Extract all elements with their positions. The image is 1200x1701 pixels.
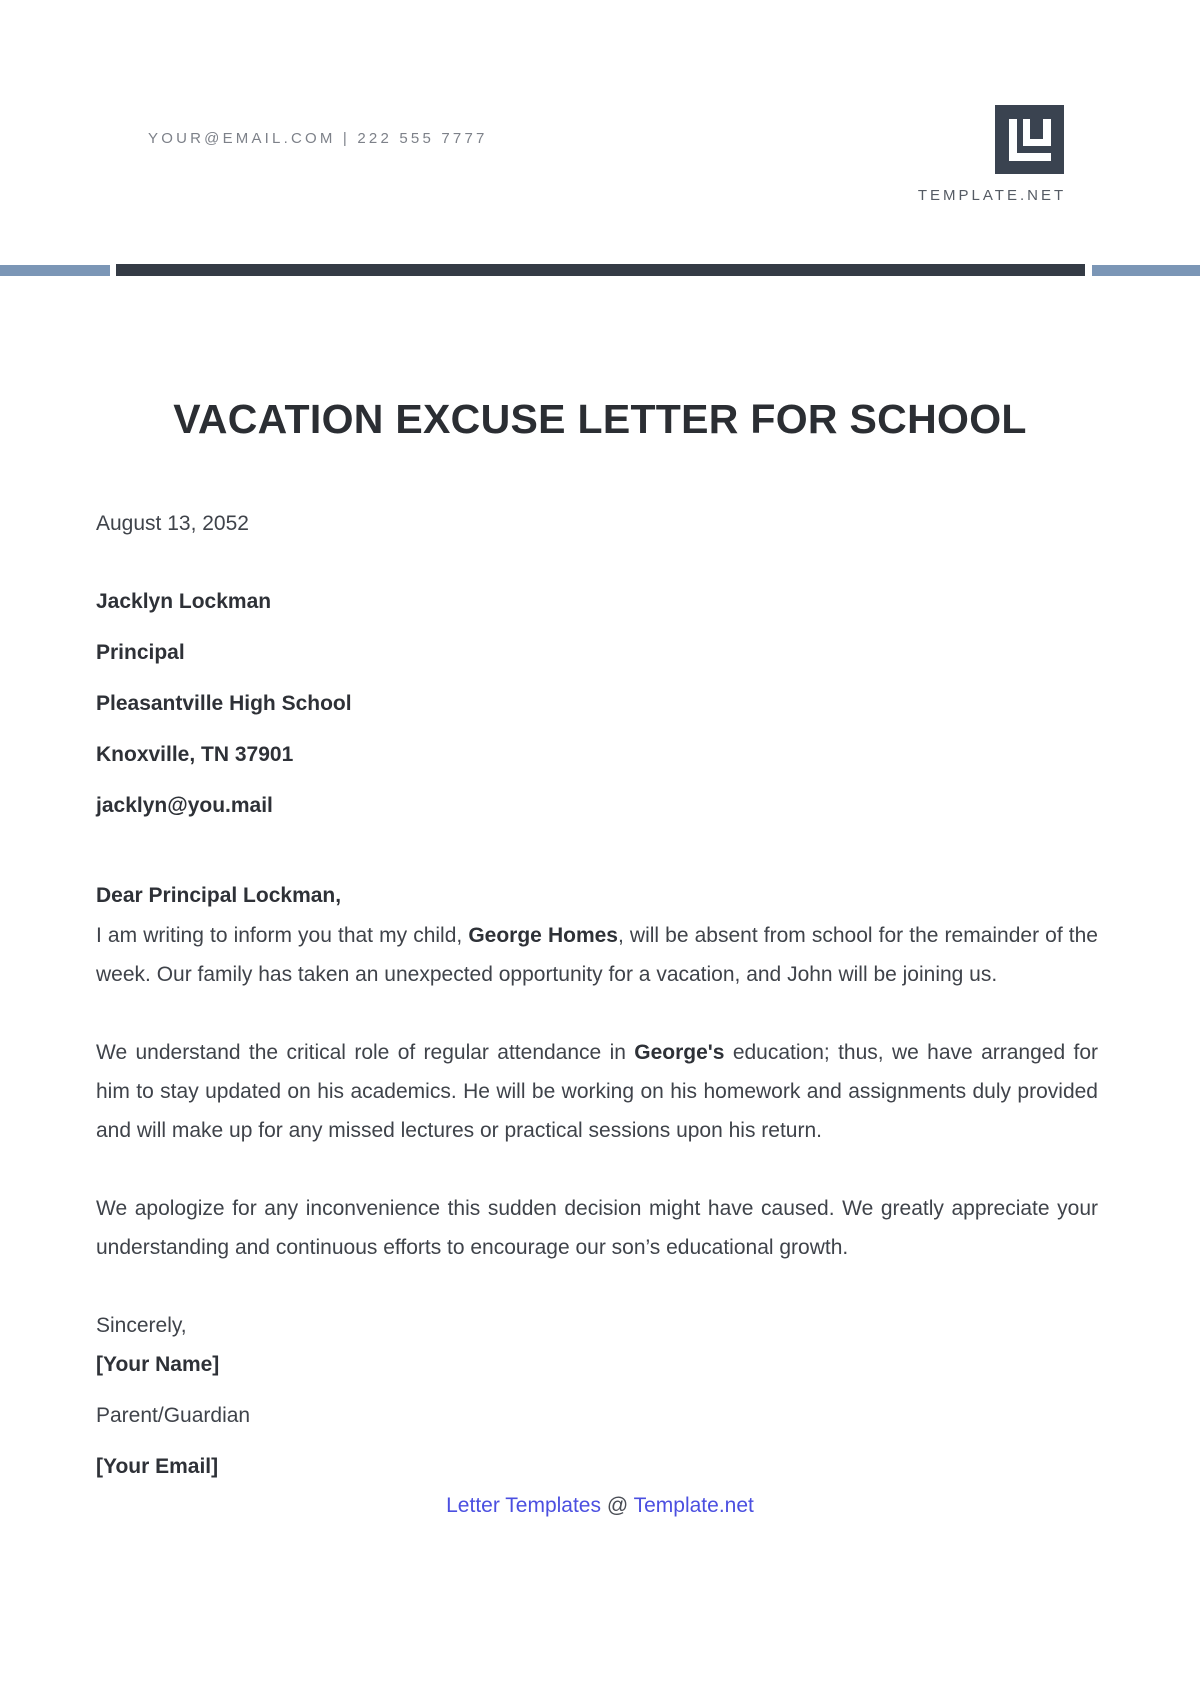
recipient-role: Principal xyxy=(96,641,185,664)
signature-name: [Your Name] xyxy=(96,1353,220,1376)
letter-date: August 13, 2052 xyxy=(96,512,249,535)
p2-text-start: We understand the critical role of regular attendance in xyxy=(96,1041,635,1064)
page-title: VACATION EXCUSE LETTER FOR SCHOOL xyxy=(173,396,1027,442)
signature-email: [Your Email] xyxy=(96,1455,219,1478)
divider-right xyxy=(1092,265,1200,276)
brand-name: TEMPLATE.NET xyxy=(917,187,1067,204)
footer xyxy=(0,1494,1200,1518)
p1-text-start: I am writing to inform you that my child, xyxy=(96,924,469,947)
template-net-logo-icon xyxy=(995,105,1064,174)
letter-templates-link[interactable]: Letter Templates xyxy=(446,1494,601,1517)
template-net-link[interactable]: Template.net xyxy=(633,1494,754,1517)
signature-role: Parent/Guardian xyxy=(96,1404,251,1427)
divider-main xyxy=(116,264,1085,276)
body-paragraph-2 xyxy=(96,1033,1098,1150)
header-contact: YOUR@EMAIL.COM | 222 555 7777 xyxy=(148,130,488,147)
salutation: Dear Principal Lockman, xyxy=(96,884,342,907)
p2-text-end: education; thus, we have arranged for him to stay updated on his academics. He will be working on his homework and assignments duly provided and will make up for any missed lectures or practical sessions upon his return. xyxy=(96,1041,1098,1142)
recipient-address: Knoxville, TN 37901 xyxy=(96,743,294,766)
recipient-email: jacklyn@you.mail xyxy=(96,794,273,817)
child-name-possessive: George's xyxy=(634,1041,725,1064)
child-name: George Homes xyxy=(468,924,618,947)
p1-text-end: , will be absent from school for the remainder of the week. Our family has taken an unexpected opportunity for a vacation, and John will be joining us. xyxy=(96,924,1098,986)
body-paragraph-3: We apologize for any inconvenience this sudden decision might have caused. We greatly appreciate your understanding and continuous efforts to encourage our son’s educational growth. xyxy=(96,1197,1098,1259)
footer-separator: @ xyxy=(601,1494,634,1517)
closing: Sincerely, xyxy=(96,1314,187,1337)
recipient-school: Pleasantville High School xyxy=(96,692,352,715)
recipient-name: Jacklyn Lockman xyxy=(96,590,272,613)
divider-left xyxy=(0,265,110,276)
body-paragraph-1 xyxy=(96,916,1098,994)
